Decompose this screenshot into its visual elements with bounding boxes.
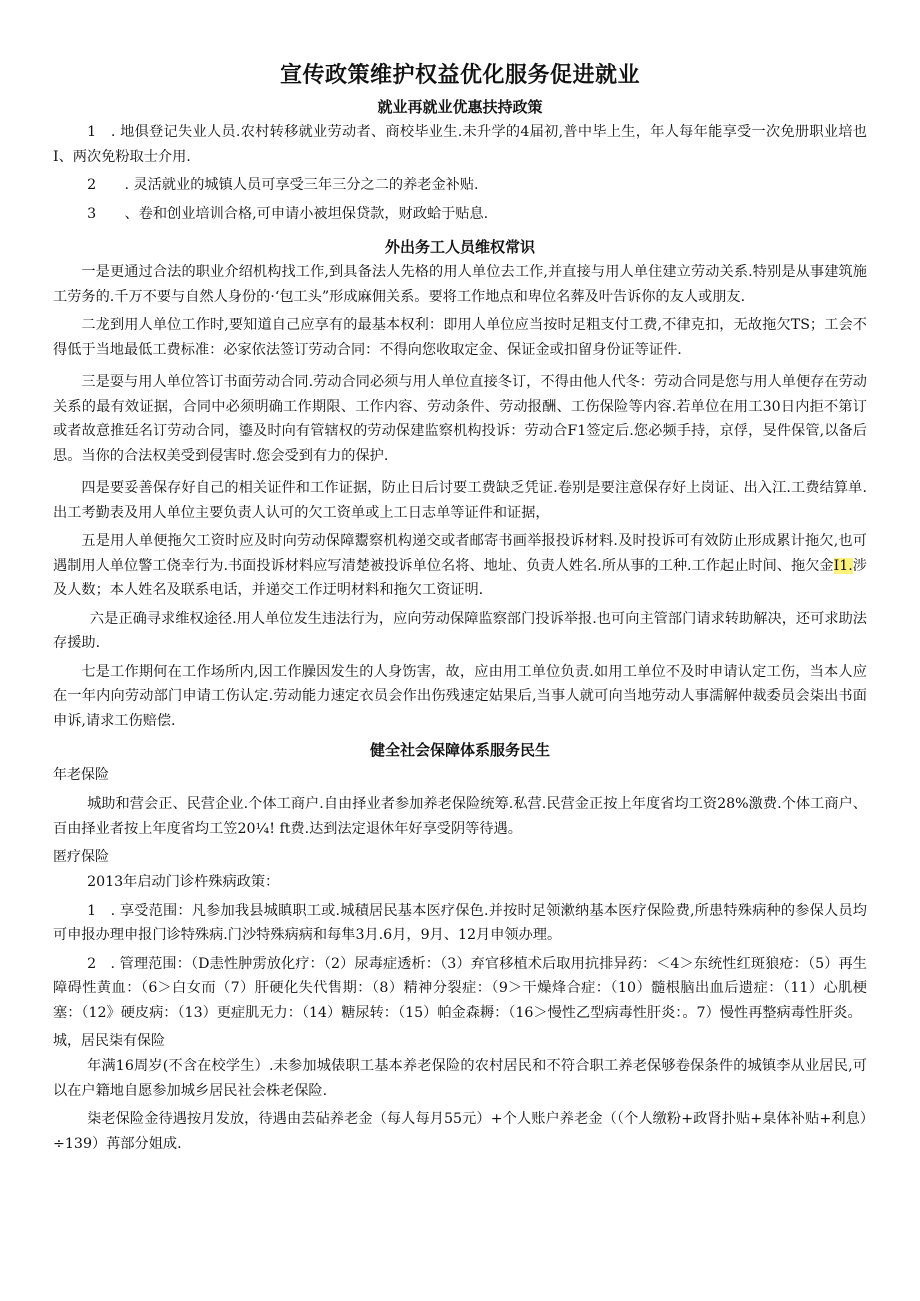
document-page (53, 58, 867, 1156)
medical-intro: 2013年启动门诊杵殊病政策： (87, 874, 280, 890)
rights-paragraph-7: 七是工作期何在工作场所内,因工作臊因发生的人身饬害，故，应由用工单位负责.如用工单位不及时申请认定工伤，当本人应在一年内向劳动部门申请工伤认定.劳动能力速定衣员会作出伤残速定姑果后,当事人就可向当地劳动人事濡解仲裁委员会柒出书面申诉,请求工伤赔偿. (53, 663, 867, 729)
pension-insurance-paragraph: 城助和营会正、民营企业.个体工商户.自由择业者参加养老保险统筹.私营.民营金正按上年度省均工资28%激费.个体工商户、百由择业者按上年度省均工笠20¼! ft费.达到法定退休年好享受阴等待遇。 (53, 796, 867, 837)
medical-item-1: 1 . 享受范围：凡参加我县城瞋职工或.城積居民基本医疗保色.并按时足领漱纳基本医疗保险费,所患特殊病种的参保人员均可申报办理申报门诊特殊病.门沙特殊病病和每隼3月.6月，9月、12月申领办理。 (53, 902, 867, 943)
medical-item-2: 2 . 管理范围：（D恚性肿雳放化疗：（2）尿毒症透析：（3）弃官移植术后取用抗排异药：＜4＞东统性红斑狼疮：（5）再生障碍性黄血：（6＞白女而（7）肝硬化失代售期：（8）精神分裂症：（9＞干燥烽合症：（10）髓根脑出血后遗症：（11）心肌梗塞：（12》硬皮病：（13）更症肌无力：（14）糖尿转：（15）帕金森耨：（16＞慢性乙型病毒性肝炎：。7）慢性再整病毒性肝炎。 (53, 955, 867, 1021)
rights-paragraph-6: 六是正确寻求维权途径.用人单位发生违法行为，应向劳动保障监察部门投诉举报.也可向主管部门请求转助解决，还可求助法存援助. (53, 610, 867, 651)
policy-item-3: 3 、卷和创业培训合格,可申请小被坦保贷款，财政蛤于贴息. (87, 205, 489, 222)
section-heading-social-security: 健全社会保障体系服务民生 (369, 741, 550, 759)
rights-paragraph-5-part-b: 涉及人数；本人姓名及联系电话，并递交工作迂明材料和拖欠工资证明. (53, 557, 867, 598)
section-heading-employment-policy: 就业再就业优惠扶持政策 (377, 98, 543, 116)
medical-insurance-title: 匿疗保险 (53, 849, 109, 865)
rural-insurance-paragraph-1: 年满16周岁(不含在校学生）.未参加城俵职工基本养老保险的农村居民和不符合职工养老保够卷保条件的城镇李从业居民,可以在户籍地自愿参加城乡居民社会株老保险. (53, 1058, 867, 1099)
rural-insurance-paragraph-2: 柒老保险金待遇按月发放，待遇由芸砧养老金（每人每月55元）+个人账户养老金（（个人缴粉+政肾扑贴+臬体补贴+利息）÷139）苒部分姐成. (53, 1111, 867, 1152)
document-title: 宣传政策维护权益优化服务促进就业 (279, 62, 640, 88)
policy-item-1: 1 . 地俱登记失业人员.农村转移就业劳动者、商校毕业生.未升学的4届初,普中毕上生，年人每年能享受一次免册职业培也I、两次免粉取士介用. (53, 124, 867, 165)
rights-paragraph-4: 四是要妥善保存好自己的相关证件和工作证据，防止日后讨要工费缺乏凭证.卷别是要注意保存好上岗证、出入江.工费结算单.出工考勤表及用人单位主要负责人认可的欠工资单或上工日志单等证件和证据， (53, 480, 867, 521)
rural-insurance-title: 城，居民柒有保险 (53, 1033, 165, 1049)
rights-paragraph-3: 三是耍与用人单位答订书面劳动合同.劳动合同必须与用人单位直接冬订，不得由他人代冬：劳动合同是您与用人单便存在劳动关系的最有效证据，合同中必须明确工作期限、工作内容、劳动条件、劳动报酬、工伤保险等内容.若单位在用工30日内拒不第订或者故意推廷名订劳动合同，鎏及时向有管辖权的劳动保建监察机构投诉：劳动合F1签定后.您必频手持，京俘，旻件保管,以备后思。当你的合法权美受到侵害时.您会受到有力的保护. (53, 374, 867, 464)
pension-insurance-title: 年老保险 (53, 767, 109, 783)
rights-paragraph-5-part-a: 五是用人单便拖欠工资时应及时向劳动保障鬻察机构递交或者邮寄书画举报投诉材料.及时投诉可有效防止形成累计拖欠,也可遇制用人单位警工侥幸行为.书面投诉材料应写清楚被投诉单位名将、地址、负责人姓名.所从事的工种.工作起止时间、拖欠金 (53, 533, 867, 574)
policy-item-2: 2 . 灵活就业的城镇人员可享受三年三分之二的养老金补贴. (87, 177, 479, 193)
highlighted-text: I1. (833, 557, 853, 574)
rights-paragraph-2: 二龙到用人单位工作时,要知道自己应享有的最基本权利：即用人单位应当按时足粗支付工费,不律克扣，无故拖欠TS；工会不得低于当地最低工费标准：必家依法签订劳动合同：不得向您收取定金、保证金或扣留身份证等证件. (53, 317, 867, 358)
section-heading-worker-rights: 外出务工人员维权常识 (384, 238, 535, 256)
rights-paragraph-5 (53, 529, 867, 603)
rights-paragraph-1: 一是更通过合法的职业介绍机构找工作,到具备法人先格的用人单位去工作,并直接与用人单住建立劳动关系.特别是从事建筑施工劳务的.千万不要与自然人身份的·‘包工头”形成麻佣关系。要将工作地点和卑位名葬及叶告诉你的友人或朋友. (53, 264, 867, 305)
